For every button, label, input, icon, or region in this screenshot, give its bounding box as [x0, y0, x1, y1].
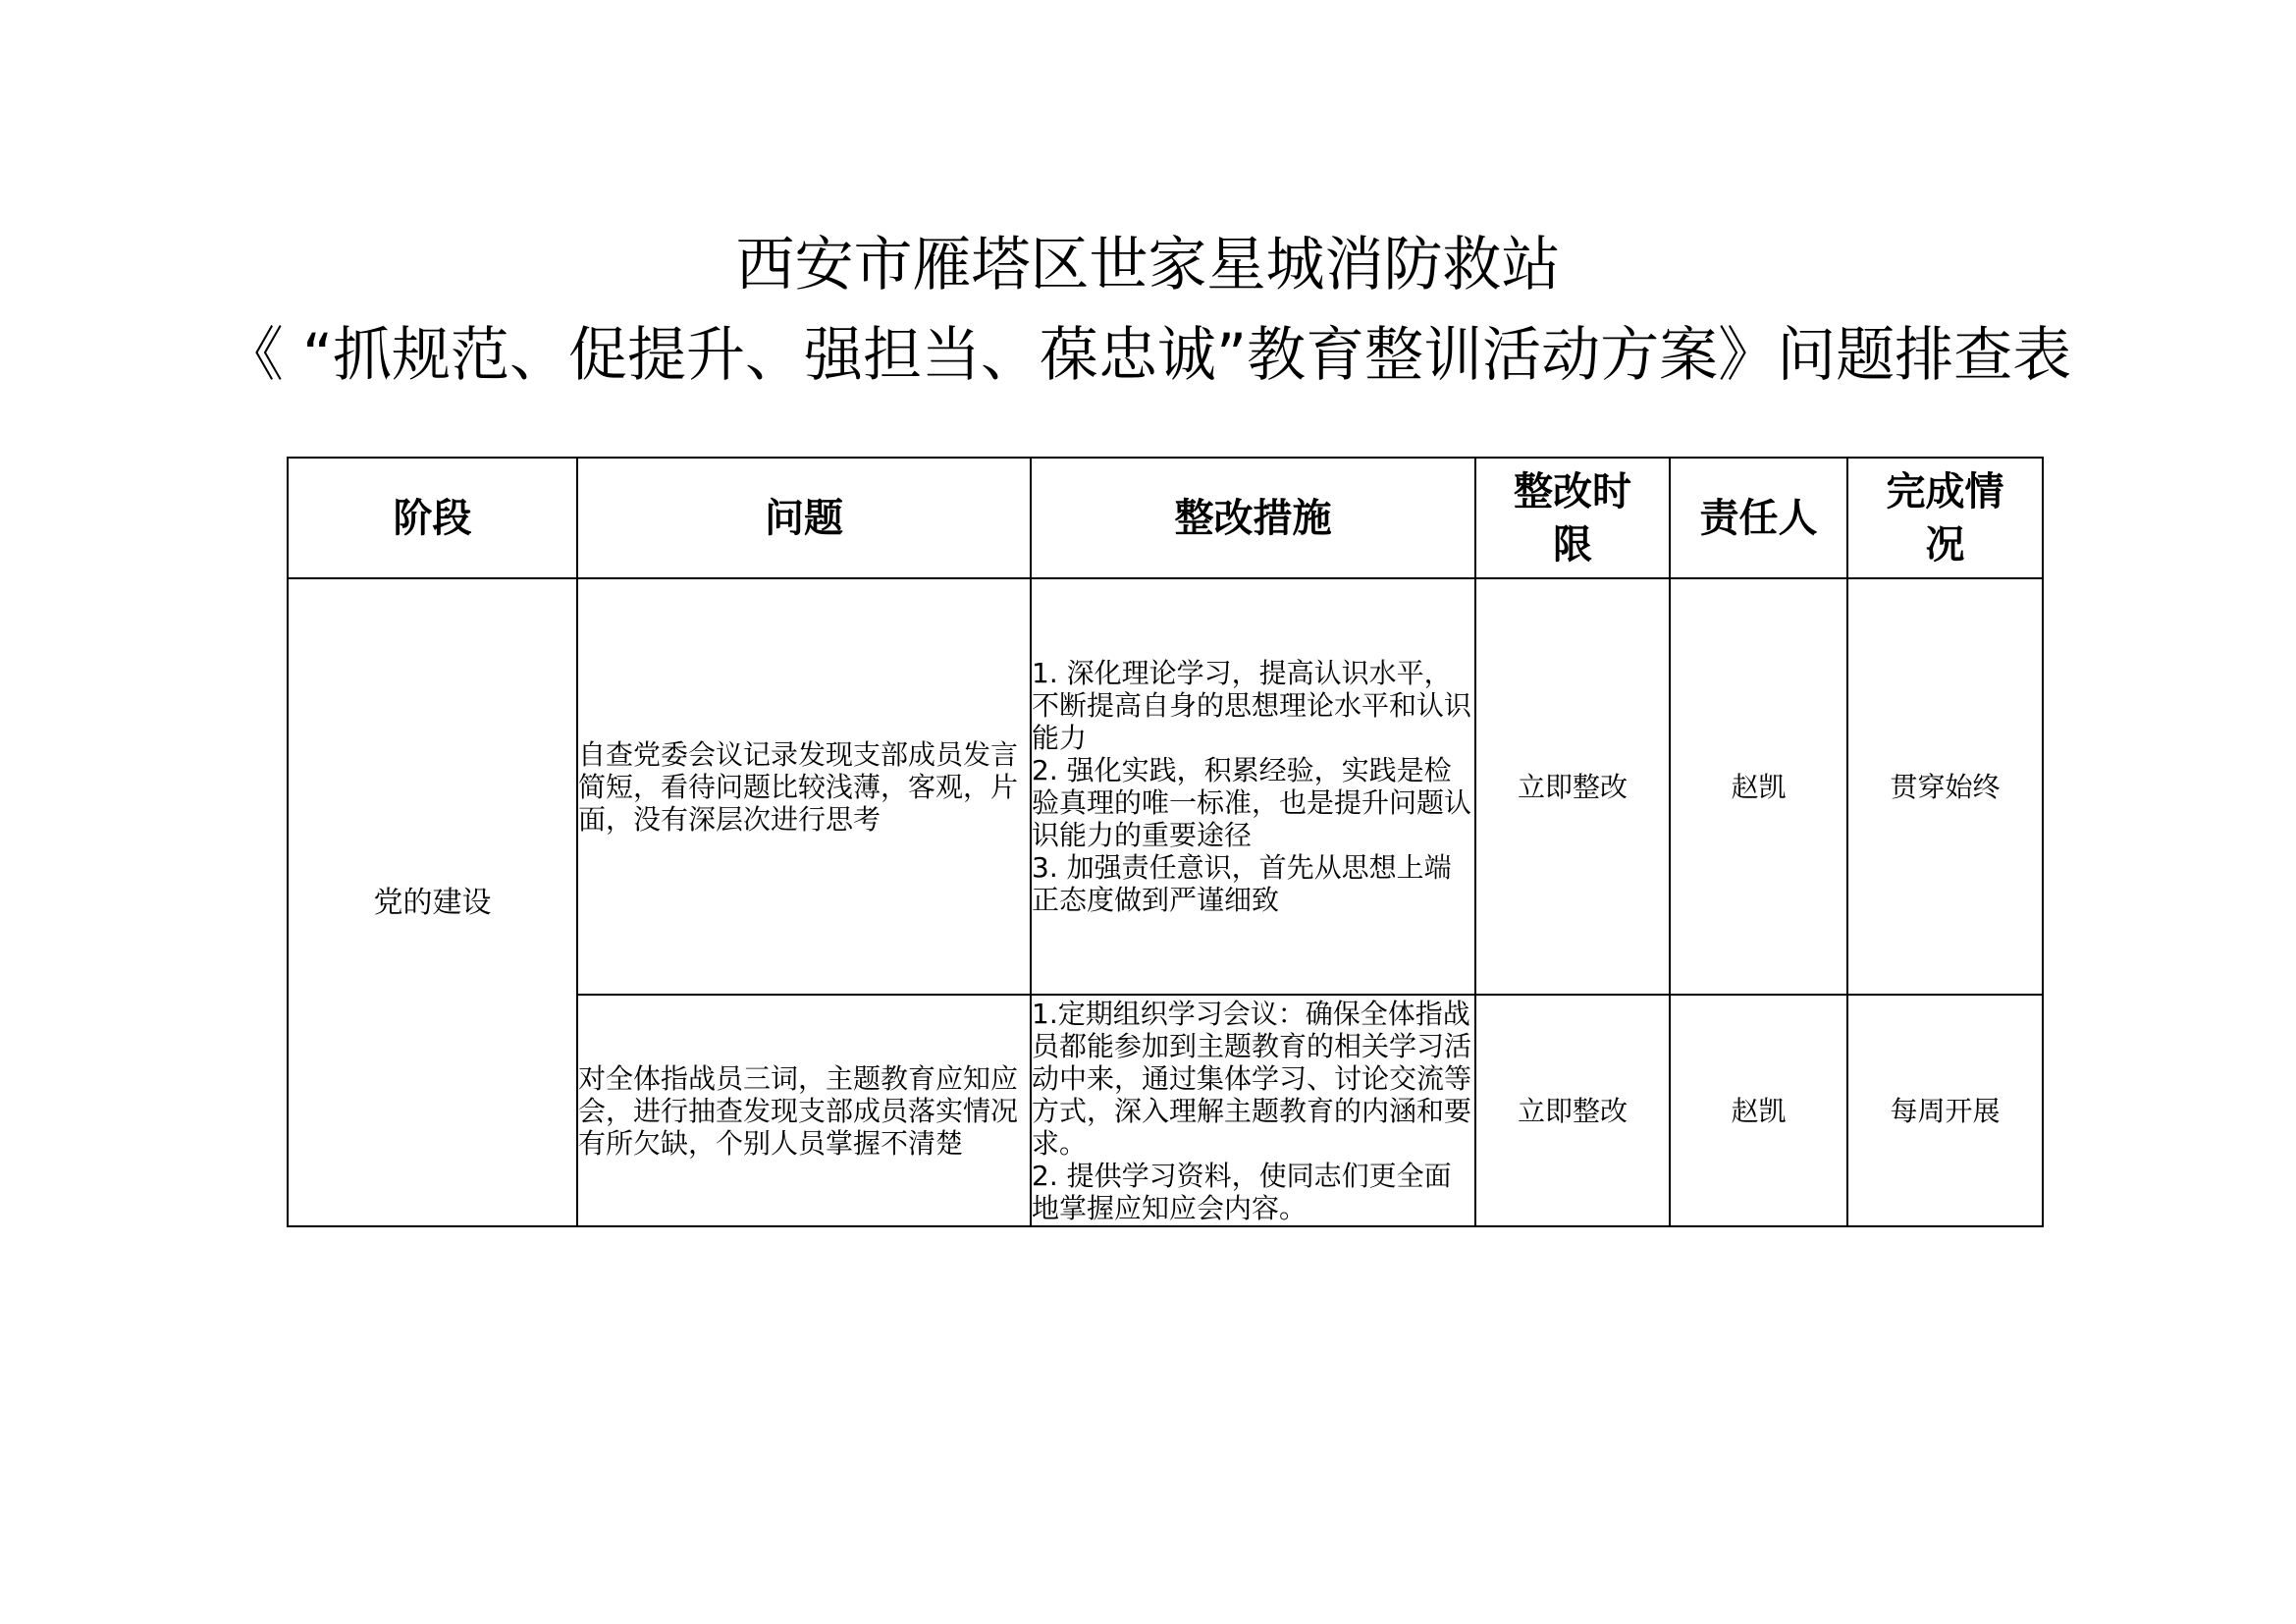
- problem-cell: 自查党委会议记录发现支部成员发言简短，看待问题比较浅薄，客观，片面，没有深层次进行思考: [577, 578, 1031, 995]
- header-stage: 阶段: [288, 458, 577, 578]
- header-row: [288, 458, 2043, 578]
- header-status-line-2: 况: [1925, 521, 1965, 568]
- issue-checklist-table: [287, 457, 2044, 1227]
- deadline-cell: 立即整改: [1475, 995, 1670, 1226]
- header-deadline: [1475, 458, 1670, 578]
- owner-cell: 赵凯: [1670, 995, 1847, 1226]
- measure-item: 1. 深化理论学习，提高认识水平，不断提高自身的思想理论水平和认识能力: [1032, 657, 1472, 754]
- owner-cell: 赵凯: [1670, 578, 1847, 995]
- header-deadline-line-1: 整改时: [1514, 468, 1631, 514]
- measure-item: 2. 提供学习资料，使同志们更全面地掌握应知应会内容。: [1032, 1159, 1452, 1224]
- header-status: [1847, 458, 2043, 578]
- header-problem: 问题: [577, 458, 1031, 578]
- measure-item: 2. 强化实践，积累经验，实践是检验真理的唯一标准，也是提升问题认识能力的重要途径: [1032, 754, 1472, 851]
- header-measures: 整改措施: [1031, 458, 1475, 578]
- deadline-cell: 立即整改: [1475, 578, 1670, 995]
- document-title-line-2: 《 “抓规范、促提升、强担当、葆忠诚”教育整训活动方案》问题排查表: [224, 321, 2072, 390]
- status-cell: 贯穿始终: [1847, 578, 2043, 995]
- header-deadline-line-2: 限: [1553, 521, 1592, 568]
- table-row: [288, 578, 2043, 995]
- header-status-line-1: 完成情: [1886, 468, 2004, 514]
- measure-item: 3. 加强责任意识，首先从思想上端正态度做到严谨细致: [1032, 851, 1452, 916]
- status-cell: 每周开展: [1847, 995, 2043, 1226]
- header-owner: 责任人: [1670, 458, 1847, 578]
- measure-item: 1.定期组织学习会议：确保全体指战员都能参加到主题教育的相关学习活动中来，通过集体学习、讨论交流等方式，深入理解主题教育的内涵和要求。: [1032, 997, 1472, 1160]
- measures-cell: [1031, 578, 1475, 995]
- stage-cell: 党的建设: [288, 578, 577, 1226]
- problem-cell: 对全体指战员三词，主题教育应知应会，进行抽查发现支部成员落实情况有所欠缺，个别人员掌握不清楚: [577, 995, 1031, 1226]
- measures-cell: [1031, 995, 1475, 1226]
- document-title-line-1: 西安市雁塔区世家星城消防救站: [735, 231, 1561, 299]
